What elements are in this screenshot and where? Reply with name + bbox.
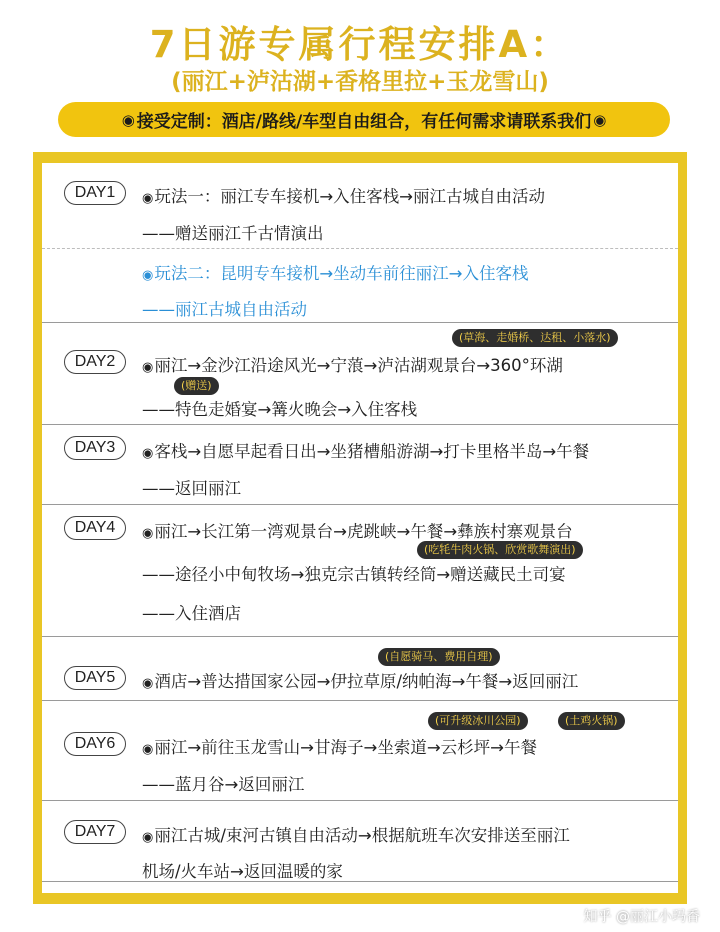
day-badge: DAY3	[64, 436, 126, 460]
bullet-icon: ◉	[142, 830, 154, 845]
itinerary-day-2	[42, 322, 678, 424]
day2-line2: ——特色走婚宴→篝火晚会→入住客栈	[142, 400, 418, 419]
itinerary-day-1	[42, 163, 678, 319]
day4-line3: ——入住酒店	[142, 604, 241, 623]
bullet-icon: ◉	[142, 268, 154, 283]
day-badge: DAY5	[64, 666, 126, 690]
day4-line2: ——途径小中甸牧场→独克宗古镇转经筒→赠送藏民土司宴	[142, 565, 566, 584]
bullet-icon: ◉	[142, 191, 154, 206]
day1-plan2-line2: ——丽江古城自由活动	[142, 300, 307, 319]
day2-lake-tag: (草海、走婚桥、达租、小落水)	[452, 329, 618, 347]
custom-notice-bar	[58, 102, 670, 137]
day6-chicken-tag: (土鸡火锅)	[558, 712, 625, 730]
itinerary-day-4	[42, 504, 678, 636]
day2-line: ◉丽江→金沙江沿途风光→宁蒗→泸沽湖观景台→360°环湖	[142, 356, 563, 375]
bullet-icon: ◉	[142, 526, 154, 541]
bullet-icon: ◉	[142, 676, 154, 691]
divider	[42, 248, 678, 249]
day2-gift-tag: (赠送)	[174, 377, 219, 395]
page-title: 7日游专属行程安排A：	[149, 23, 571, 66]
notice-text: 接受定制：酒店/路线/车型自由组合，有任何需求请联系我们	[136, 112, 592, 132]
bullet-icon: ◉	[142, 360, 154, 375]
day6-line: ◉丽江→前往玉龙雪山→甘海子→坐索道→云杉坪→午餐	[142, 738, 537, 757]
day1-plan2-line: ◉玩法二：昆明专车接机→坐动车前往丽江→入住客栈	[142, 264, 529, 283]
day1-plan1-line2: ——赠送丽江千古情演出	[142, 224, 324, 243]
day-badge: DAY6	[64, 732, 126, 756]
day6-line2: ——蓝月谷→返回丽江	[142, 775, 305, 794]
bullet-icon: ◉	[142, 446, 154, 461]
day4-feast-tag: (吃牦牛肉火锅、欣赏歌舞演出)	[417, 541, 583, 559]
day4-line: ◉丽江→长江第一湾观景台→虎跳峡→午餐→彝族村寨观景台	[142, 522, 573, 541]
itinerary-day-6	[42, 700, 678, 800]
bullet-icon: ◉	[121, 110, 135, 129]
day-badge: DAY1	[64, 181, 126, 205]
watermark: 知乎 @丽江小玛香	[583, 909, 700, 925]
itinerary-day-3	[42, 424, 678, 504]
page-subtitle: (丽江+泸沽湖+香格里拉+玉龙雪山)	[171, 69, 549, 95]
day-badge: DAY2	[64, 350, 126, 374]
day3-line2: ——返回丽江	[142, 479, 241, 498]
day-badge: DAY7	[64, 820, 126, 844]
itinerary-frame	[33, 152, 687, 904]
day7-line2: 机场/火车站→返回温暖的家	[142, 862, 343, 881]
itinerary-list	[42, 163, 678, 893]
divider	[42, 881, 678, 882]
day5-horse-tag: (自愿骑马、费用自理)	[378, 648, 500, 666]
day1-plan1-line: ◉玩法一：丽江专车接机→入住客栈→丽江古城自由活动	[142, 187, 545, 206]
bullet-icon: ◉	[142, 742, 154, 757]
day7-line: ◉丽江古城/束河古镇自由活动→根据航班车次安排送至丽江	[142, 826, 570, 845]
itinerary-day-5	[42, 636, 678, 700]
day-badge: DAY4	[64, 516, 126, 540]
itinerary-day-7	[42, 800, 678, 892]
day5-line: ◉酒店→普达措国家公园→伊拉草原/纳帕海→午餐→返回丽江	[142, 672, 579, 691]
day3-line: ◉客栈→自愿早起看日出→坐猪槽船游湖→打卡里格半岛→午餐	[142, 442, 590, 461]
bullet-icon: ◉	[593, 110, 607, 129]
day6-upgrade-tag: (可升级冰川公园)	[428, 712, 528, 730]
